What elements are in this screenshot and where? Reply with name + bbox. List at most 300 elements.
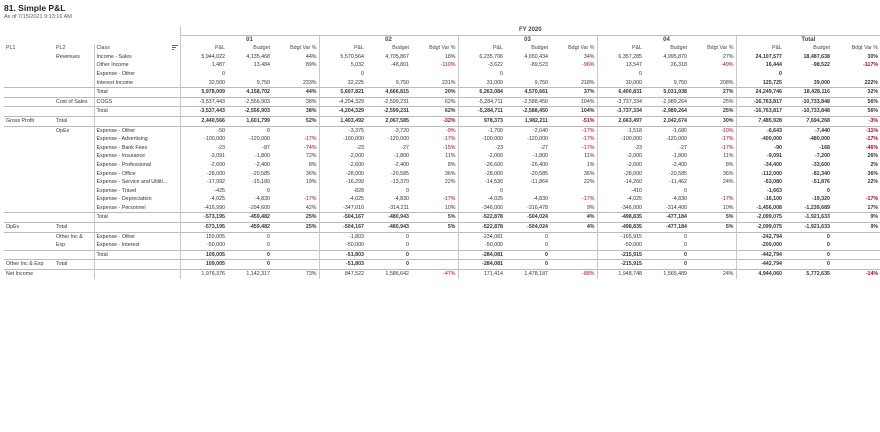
table-cell: -100,000: [180, 135, 227, 144]
table-cell: -4,025: [180, 195, 227, 204]
table-cell: -23: [180, 144, 227, 153]
table-row[interactable]: [4, 61, 880, 70]
table-cell: 159,005: [180, 232, 227, 241]
table-cell: -2,000: [597, 152, 644, 161]
measure-header-02-2[interactable]: Bdgt Var %: [429, 45, 456, 52]
table-row[interactable]: [4, 161, 880, 170]
row-label-pl1: [4, 144, 54, 153]
table-cell: -51,876: [812, 179, 830, 186]
table-cell: 22%: [583, 179, 595, 186]
table-cell: 6,400,831: [597, 88, 644, 98]
table-cell: -2,989,264: [644, 97, 689, 107]
table-cell: -13,370: [391, 179, 409, 186]
table-cell: -23: [458, 144, 505, 153]
table-cell: -16,299: [319, 178, 366, 187]
table-cell: 1,948,748: [597, 270, 644, 279]
table-row[interactable]: [4, 232, 880, 241]
report-title: 81. Simple P&L: [4, 3, 66, 13]
table-cell: -17%: [582, 144, 595, 151]
table-cell: -2,599,231: [366, 107, 411, 117]
table-cell: -74%: [304, 144, 317, 151]
quarter-header-row: [4, 35, 880, 44]
table-cell: 19%: [305, 179, 317, 186]
table-cell: 5%: [411, 213, 458, 223]
table-cell: -5,284,711: [458, 107, 505, 117]
measure-header-03-1[interactable]: Budget: [531, 45, 548, 52]
table-cell: 222%: [864, 79, 879, 86]
table-cell: -17%: [721, 136, 734, 143]
table-cell: -23: [319, 144, 366, 153]
table-cell: -1,803: [319, 232, 366, 241]
table-cell: -7,440: [784, 126, 832, 135]
row-label-class: Expense - Professional: [94, 161, 180, 170]
dim-header-class[interactable]: [94, 44, 180, 53]
table-cell: [272, 70, 319, 79]
table-cell: -16,763,817: [736, 107, 784, 117]
table-cell: -425: [180, 187, 227, 196]
table-cell: -2,099,075: [736, 213, 784, 223]
table-cell: [411, 187, 458, 196]
table-cell: -9,091: [736, 152, 784, 161]
fy-header[interactable]: FY 2020: [180, 26, 880, 35]
table-cell: 2%: [870, 161, 879, 168]
table-cell: 4,570,661: [505, 88, 550, 98]
table-cell: 0: [227, 126, 272, 135]
row-label-class: Total: [94, 213, 180, 223]
pnl-table-container[interactable]: [4, 26, 879, 279]
table-cell: -51%: [550, 116, 597, 126]
table-cell: 4,944,060: [736, 270, 784, 279]
table-cell: 0: [784, 260, 832, 270]
measure-header-04-0[interactable]: P&L: [597, 44, 644, 53]
table-cell: 847,522: [319, 270, 366, 279]
table-row[interactable]: [4, 53, 880, 62]
table-cell: [272, 260, 319, 270]
table-cell: 4%: [550, 223, 597, 233]
table-cell: -498,835: [597, 223, 644, 233]
table-cell: 56%: [832, 97, 880, 107]
table-cell: 36%: [722, 170, 734, 177]
table-cell: -400,000: [736, 135, 784, 144]
measure-header-Total-1[interactable]: Budget: [813, 45, 830, 52]
table-cell: -14,260: [597, 178, 644, 187]
table-row[interactable]: [4, 223, 880, 233]
table-cell: -828: [319, 187, 366, 196]
table-cell: 0: [784, 250, 832, 260]
table-cell: 25%: [689, 107, 736, 117]
table-cell: 17%: [867, 204, 879, 211]
table-cell: 0: [180, 70, 227, 79]
table-row[interactable]: [4, 204, 880, 213]
table-cell: 0: [458, 187, 505, 196]
table-row[interactable]: [4, 97, 880, 107]
table-cell: -314,400: [666, 204, 687, 211]
table-cell: -480,000: [809, 136, 830, 143]
table-row[interactable]: [4, 116, 880, 126]
table-cell: -28,000: [319, 170, 366, 179]
row-label-class: Other Income: [94, 61, 180, 70]
table-cell: 16,444: [736, 61, 784, 70]
table-cell: [272, 126, 319, 135]
table-cell: -284,081: [458, 250, 505, 260]
table-cell: -3,737,334: [597, 97, 644, 107]
table-cell: -442,794: [736, 250, 784, 260]
table-row[interactable]: [4, 213, 880, 223]
table-cell: 39,000: [813, 79, 830, 86]
dim-header-pl1[interactable]: PL1: [6, 45, 16, 52]
row-label-pl1: [4, 135, 54, 144]
table-cell: -2,400: [393, 161, 409, 168]
row-label-class: [94, 260, 180, 270]
row-label-pl1: [4, 61, 54, 70]
row-label-pl1: [4, 70, 54, 79]
table-row[interactable]: [4, 178, 880, 187]
table-cell: -7,200: [814, 153, 830, 160]
row-label-class: Expense - Insurance: [94, 152, 180, 161]
table-cell: -17%: [304, 196, 317, 203]
table-cell: 36%: [305, 170, 317, 177]
table-cell: 9%: [832, 223, 880, 233]
table-cell: [550, 232, 597, 241]
row-label-pl1: [4, 53, 54, 62]
row-label-class: Expense - Other: [94, 126, 180, 135]
row-label-pl1: OpEx: [4, 223, 54, 233]
table-cell: -5,284,711: [458, 97, 505, 107]
table-cell: -28,000: [180, 170, 227, 179]
table-cell: -165,915: [597, 232, 644, 241]
table-cell: -17%: [443, 196, 456, 203]
measure-header-04-2[interactable]: Bdgt Var %: [707, 45, 734, 52]
table-row[interactable]: [4, 241, 880, 250]
report-header: [4, 3, 72, 21]
table-cell: -346,000: [458, 204, 505, 213]
row-label-pl2: [54, 213, 94, 223]
table-cell: -294,600: [249, 204, 270, 211]
table-cell: 18,487,638: [803, 53, 830, 60]
table-cell: 7,485,928: [736, 116, 784, 126]
table-cell: 72%: [305, 153, 317, 160]
row-label-pl2: [54, 270, 94, 279]
table-cell: 1,976,376: [180, 270, 227, 279]
table-cell: 30,000: [597, 79, 644, 88]
table-row[interactable]: [4, 195, 880, 204]
table-cell: 25%: [272, 213, 319, 223]
table-cell: -10%: [689, 126, 736, 135]
table-cell: -11,462: [669, 179, 687, 186]
table-cell: [272, 241, 319, 250]
row-label-pl2: Cost of Sales: [54, 97, 94, 107]
table-cell: -2,040: [505, 126, 550, 135]
table-cell: -96%: [582, 62, 595, 69]
measure-header-01-2[interactable]: Bdgt Var %: [290, 45, 317, 52]
table-cell: -3,537,443: [180, 97, 227, 107]
table-cell: -2,099,075: [736, 223, 784, 233]
table-cell: -88%: [550, 270, 597, 279]
table-cell: -20,585: [252, 170, 270, 177]
table-cell: -3,720: [366, 126, 411, 135]
table-cell: -47%: [411, 270, 458, 279]
table-cell: 0: [406, 242, 409, 249]
table-cell: -17%: [443, 136, 456, 143]
quarter-header-04[interactable]: 04: [597, 35, 736, 44]
table-cell: -27: [540, 144, 548, 151]
table-cell: 0: [505, 260, 550, 270]
table-cell: 27%: [722, 53, 734, 60]
table-cell: -477,184: [644, 213, 689, 223]
row-label-class: COGS: [94, 97, 180, 107]
table-cell: 62%: [411, 97, 458, 107]
table-cell: -2,600: [319, 161, 366, 170]
table-cell: [411, 260, 458, 270]
row-label-pl1: [4, 126, 54, 135]
table-cell: 24%: [722, 179, 734, 186]
table-cell: [411, 232, 458, 241]
sort-icon[interactable]: [172, 45, 178, 51]
table-cell: -100,000: [597, 135, 644, 144]
measure-header-01-1[interactable]: Budget: [253, 45, 270, 52]
row-label-pl2: Revenues: [56, 53, 80, 60]
table-cell: -4,204,329: [319, 107, 366, 117]
table-cell: 109,005: [180, 250, 227, 260]
table-cell: -573,195: [180, 213, 227, 223]
table-row[interactable]: [4, 144, 880, 153]
measure-header-03-0[interactable]: P&L: [458, 44, 505, 53]
table-cell: -63,080: [736, 178, 784, 187]
table-cell: -1,800: [671, 153, 687, 160]
report-timestamp: As of 7/15/2021 9:13:16 AM: [4, 14, 72, 20]
table-cell: -4,025: [319, 195, 366, 204]
measure-header-02-1[interactable]: Budget: [392, 45, 409, 52]
table-cell: 0: [505, 232, 550, 241]
table-cell: [689, 241, 736, 250]
table-cell: -168: [819, 144, 830, 151]
table-cell: 208%: [719, 79, 734, 86]
table-cell: -17%: [865, 196, 879, 203]
table-cell: 5,570,564: [319, 53, 366, 62]
measure-header-04-1[interactable]: Budget: [670, 45, 687, 52]
row-label-pl1: [4, 79, 54, 88]
quarter-header-01[interactable]: 01: [180, 35, 319, 44]
row-label-pl1: [4, 107, 54, 117]
table-cell: 38%: [272, 97, 319, 107]
table-cell: -19,320: [812, 196, 830, 203]
table-row[interactable]: [4, 88, 880, 98]
quarter-header-02[interactable]: 02: [319, 35, 458, 44]
table-cell: -2,600: [597, 161, 644, 170]
table-cell: [411, 250, 458, 260]
row-label-class: Expense - Personnel: [94, 204, 180, 213]
table-cell: -410: [597, 187, 644, 196]
table-cell: 6,263,084: [458, 88, 505, 98]
table-cell: -14%: [832, 270, 880, 279]
table-cell: [550, 250, 597, 260]
table-cell: 0: [227, 250, 272, 260]
row-label-class: Expense - Depreciation: [94, 195, 180, 204]
table-cell: 1,403,492: [319, 116, 366, 126]
table-cell: -2,989,264: [644, 107, 689, 117]
measure-header-01-0[interactable]: P&L: [180, 44, 227, 53]
row-label-pl2: [54, 144, 94, 153]
table-cell: 1,487: [180, 61, 227, 70]
table-cell: -48,801: [391, 62, 409, 69]
table-cell: 18,428,116: [784, 88, 832, 98]
table-cell: -2,000: [319, 152, 366, 161]
table-cell: -6,643: [736, 126, 784, 135]
table-cell: -477,184: [644, 223, 689, 233]
table-cell: 44%: [272, 88, 319, 98]
row-label-class: [94, 223, 180, 233]
table-cell: -522,878: [458, 223, 505, 233]
table-cell: -1,680: [644, 126, 689, 135]
table-cell: -2,588,450: [505, 107, 550, 117]
table-cell: -100,000: [319, 135, 366, 144]
measure-header-Total-0[interactable]: P&L: [736, 44, 784, 53]
table-cell: -4,830: [393, 196, 409, 203]
table-cell: -20,585: [530, 170, 548, 177]
table-row[interactable]: [4, 152, 880, 161]
table-cell: 1,565,489: [644, 270, 689, 279]
table-cell: 5,978,009: [180, 88, 227, 98]
table-cell: 171,414: [458, 270, 505, 279]
table-cell: -51,803: [319, 260, 366, 270]
table-cell: [832, 260, 880, 270]
table-cell: 0: [267, 242, 270, 249]
table-row[interactable]: [4, 135, 880, 144]
table-row[interactable]: [4, 70, 880, 79]
table-cell: 52%: [272, 116, 319, 126]
table-cell: -316,478: [527, 204, 548, 211]
table-cell: -1,663: [736, 187, 784, 196]
table-cell: -50,000: [319, 241, 366, 250]
table-cell: -522,878: [458, 213, 505, 223]
table-cell: -4,025: [458, 195, 505, 204]
table-cell: -504,167: [319, 223, 366, 233]
pnl-body: [4, 53, 880, 279]
table-row[interactable]: [4, 250, 880, 260]
row-label-pl1: [4, 232, 54, 241]
row-label-class: Total: [94, 250, 180, 260]
table-cell: -4,025: [597, 195, 644, 204]
table-cell: 32%: [832, 88, 880, 98]
table-cell: -1,800: [393, 153, 409, 160]
table-cell: 20%: [411, 88, 458, 98]
table-cell: -50: [180, 126, 227, 135]
table-cell: -16,100: [736, 195, 784, 204]
row-label-class: Expense - Travel: [94, 187, 180, 196]
table-cell: -4,204,329: [319, 97, 366, 107]
table-cell: -89,523: [530, 62, 548, 69]
table-cell: [832, 232, 880, 241]
table-cell: -49%: [721, 62, 734, 69]
table-cell: -2,556,903: [227, 97, 272, 107]
row-label-pl1: [4, 204, 54, 213]
table-cell: -26,400: [530, 161, 548, 168]
dim-header-pl2[interactable]: PL2: [56, 45, 66, 52]
table-cell: -4,830: [532, 196, 548, 203]
table-cell: 4%: [550, 213, 597, 223]
row-label-pl2: Total: [54, 223, 94, 233]
measure-header-03-2[interactable]: Bdgt Var %: [568, 45, 595, 52]
table-cell: -90: [736, 144, 784, 153]
table-cell: -117%: [863, 62, 879, 69]
table-cell: 2,042,674: [644, 116, 689, 126]
quarter-header-total[interactable]: Total: [736, 35, 880, 44]
row-label-pl2: [54, 178, 94, 187]
table-row[interactable]: [4, 107, 880, 117]
table-row[interactable]: [4, 79, 880, 88]
measure-header-Total-2[interactable]: Bdgt Var %: [851, 45, 879, 52]
row-label-pl1: Other Inc & Exp: [4, 260, 54, 270]
table-cell: -14,530: [458, 178, 505, 187]
table-cell: -1,921,633: [784, 223, 832, 233]
table-cell: 4,705,867: [385, 53, 409, 60]
row-label-class: Total: [94, 88, 180, 98]
table-cell: 56%: [832, 107, 880, 117]
table-cell: -27: [401, 144, 409, 151]
table-row[interactable]: [4, 260, 880, 270]
table-cell: 9,750: [673, 79, 687, 86]
table-cell: 0: [644, 250, 689, 260]
table-cell: 0: [545, 242, 548, 249]
row-label-class: Expense - Advertising: [94, 135, 180, 144]
table-cell: -82,340: [812, 170, 830, 177]
table-cell: -3,091: [180, 152, 227, 161]
table-cell: 0: [505, 250, 550, 260]
row-label-pl2: [54, 195, 94, 204]
row-label-class: Expense - Other: [94, 232, 180, 241]
table-cell: 89%: [305, 62, 317, 69]
table-row[interactable]: [4, 126, 880, 135]
table-cell: -2,400: [671, 161, 687, 168]
table-cell: 2,663,497: [597, 116, 644, 126]
table-cell: -1,800: [254, 153, 270, 160]
table-cell: -416,990: [180, 204, 227, 213]
row-label-pl2: [54, 61, 94, 70]
table-cell: -87: [262, 144, 270, 151]
row-label-pl1: [4, 88, 54, 98]
table-cell: 30%: [689, 116, 736, 126]
quarter-header-03[interactable]: 03: [458, 35, 597, 44]
table-cell: -110%: [440, 62, 456, 69]
table-cell: -20,585: [391, 170, 409, 177]
row-label-pl1: [4, 241, 54, 250]
table-cell: -51,803: [319, 250, 366, 260]
table-cell: [689, 232, 736, 241]
table-cell: -480,943: [366, 223, 411, 233]
measure-header-row: [4, 44, 880, 53]
table-row[interactable]: [4, 270, 880, 279]
table-cell: 9%: [832, 213, 880, 223]
table-cell: -46%: [865, 144, 879, 151]
table-cell: 26%: [867, 153, 879, 160]
table-cell: -17%: [721, 196, 734, 203]
table-row[interactable]: [4, 170, 880, 179]
table-cell: 27%: [689, 88, 736, 98]
table-cell: [505, 187, 550, 196]
table-cell: 18%: [444, 53, 456, 60]
table-cell: 0: [319, 70, 366, 79]
table-cell: 4,158,702: [227, 88, 272, 98]
table-cell: -120,000: [527, 136, 548, 143]
table-cell: [550, 70, 597, 79]
table-row[interactable]: [4, 187, 880, 196]
table-cell: 0: [458, 70, 505, 79]
table-cell: -50,000: [180, 241, 227, 250]
table-cell: 34%: [583, 53, 595, 60]
measure-header-02-0[interactable]: P&L: [319, 44, 366, 53]
table-cell: -98,522: [812, 62, 830, 69]
table-cell: 9%: [586, 204, 595, 211]
